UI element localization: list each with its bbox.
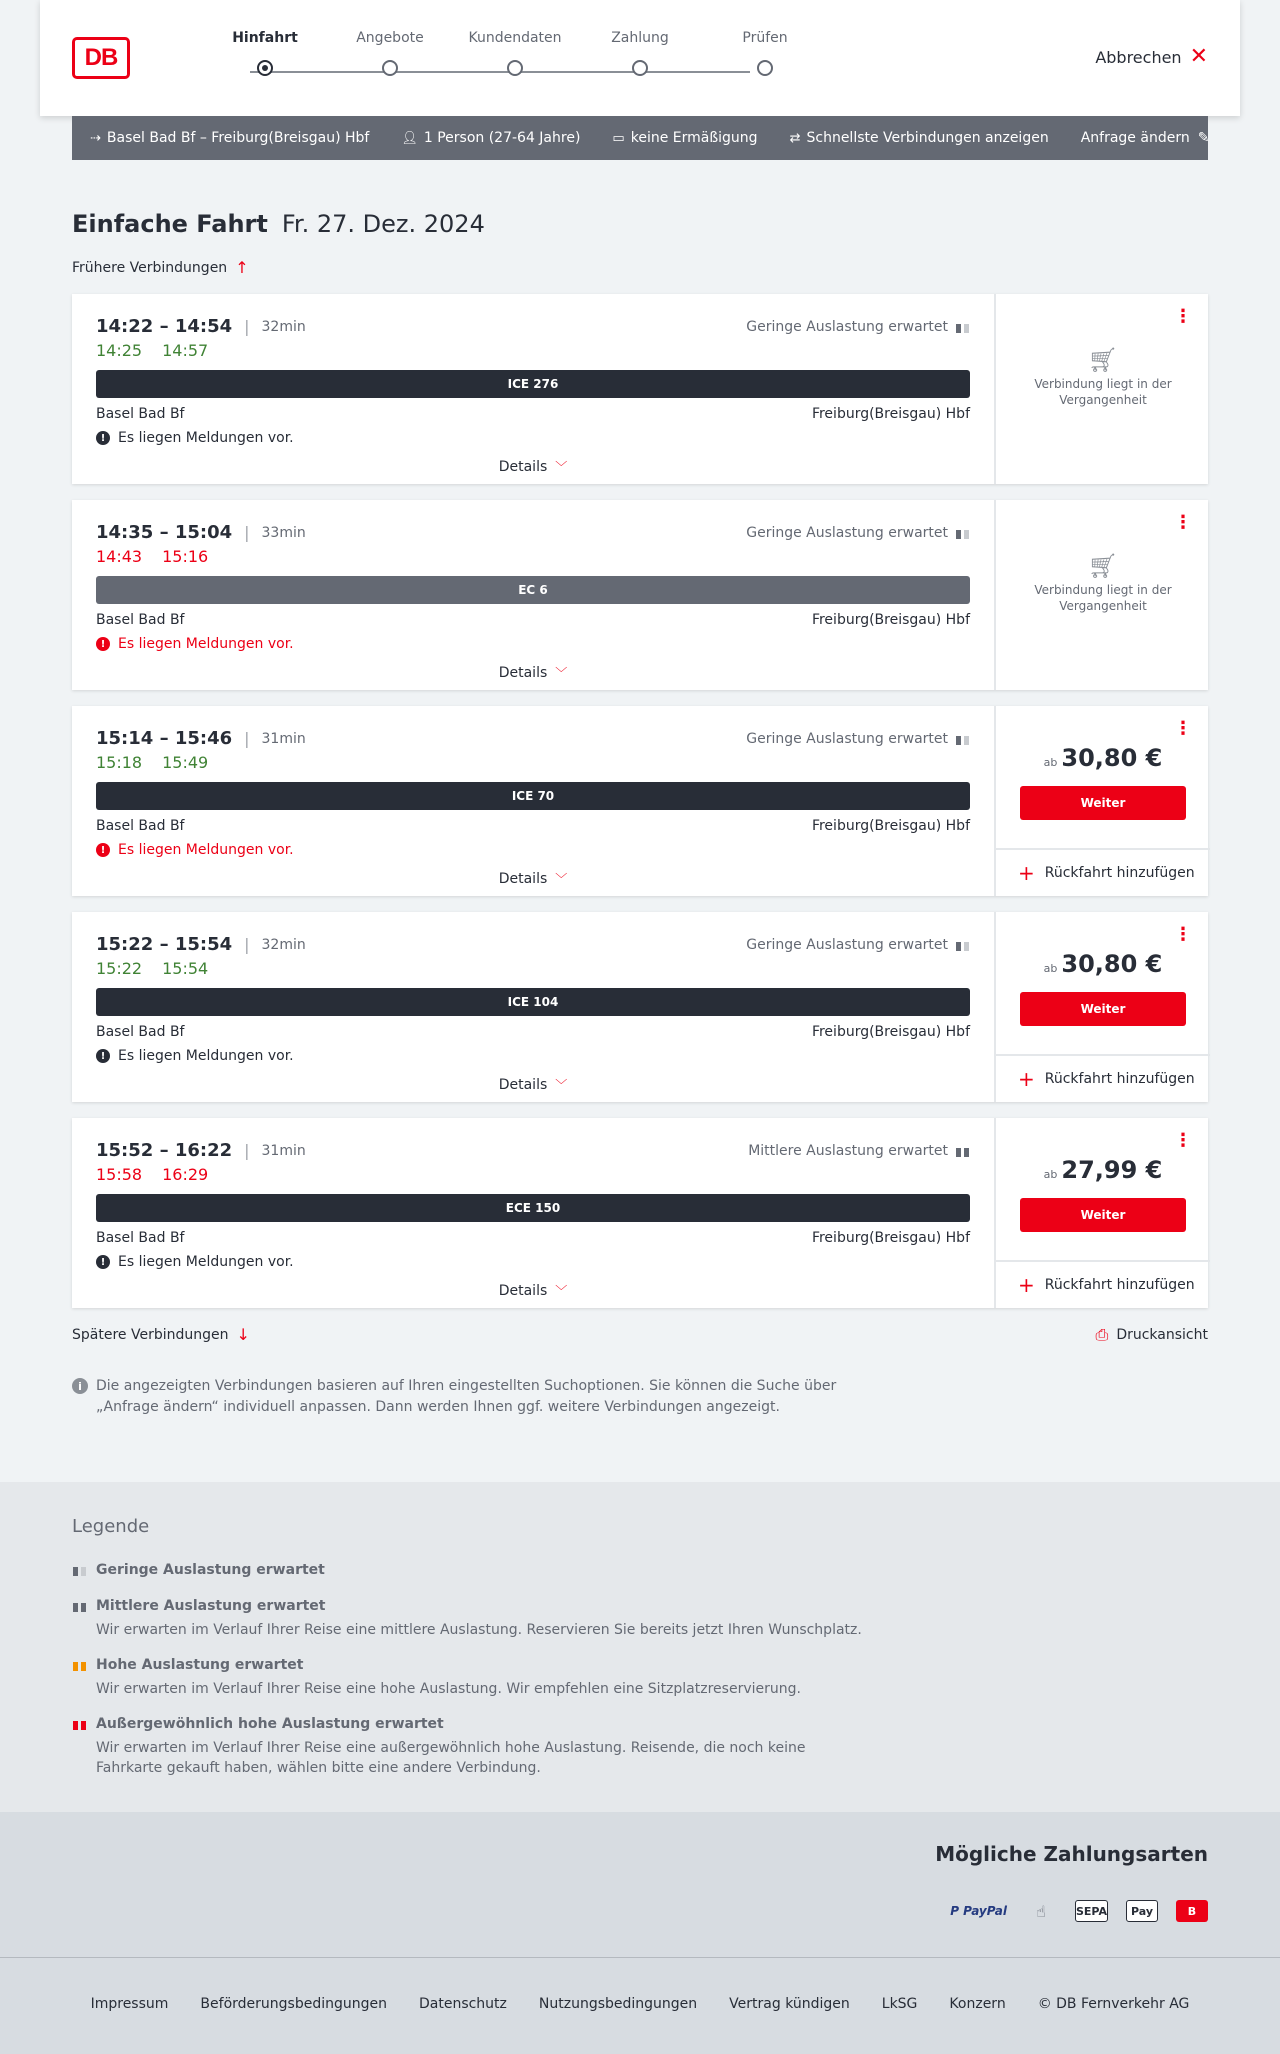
duration: 32min: [261, 318, 306, 335]
connection-details: [72, 912, 994, 1102]
occupancy-info: [746, 731, 970, 747]
occupancy-icon: [956, 939, 970, 951]
destination-station: Freiburg(Breisgau) Hbf: [811, 1024, 970, 1040]
filter-icon: ⇄: [789, 130, 801, 146]
step-label: Kundendaten: [468, 30, 562, 46]
notice: [96, 636, 970, 652]
connection-details: [72, 500, 994, 690]
more-options-icon[interactable]: ⋮: [1174, 1130, 1192, 1151]
stations: [96, 612, 970, 628]
continue-button[interactable]: Weiter: [1020, 992, 1186, 1026]
realtime-departure: 15:22: [96, 959, 143, 978]
later-connections-label: Spätere Verbindungen: [72, 1326, 229, 1343]
price-prefix: ab: [1043, 756, 1058, 769]
notice-text: Es liegen Meldungen vor.: [118, 842, 294, 858]
realtime-arrival: 15:49: [162, 753, 209, 772]
past-connection-text: Verbindung liegt in der Vergangenheit: [1034, 583, 1172, 613]
progress-steps: [210, 30, 788, 90]
occupancy-icon: [956, 527, 970, 539]
price-prefix: ab: [1043, 1168, 1058, 1181]
price-display: [996, 1156, 1210, 1184]
step-dot: [382, 60, 398, 76]
duration: 31min: [261, 730, 306, 747]
separator: |: [244, 1141, 250, 1160]
step-label: Zahlung: [611, 30, 669, 46]
pencil-icon: ✎: [1197, 130, 1210, 146]
arrow-up-icon: ↑: [235, 258, 249, 277]
duration: 31min: [261, 1142, 306, 1159]
step-hinfahrt: [210, 30, 320, 76]
destination-station: Freiburg(Breisgau) Hbf: [811, 818, 970, 834]
connection-details: [72, 294, 994, 484]
step-label: Angebote: [356, 30, 424, 46]
connection-card[interactable]: [72, 706, 1208, 896]
notice: [96, 1048, 970, 1064]
paypal-icon: P PayPal: [950, 1904, 1007, 1918]
past-connection-info: [996, 552, 1210, 614]
origin-station: Basel Bad Bf: [96, 612, 185, 628]
step-dot: [757, 60, 773, 76]
footer-link[interactable]: Konzern: [949, 1996, 1006, 2012]
step-dot: [632, 60, 648, 76]
add-return-trip-button[interactable]: [996, 1260, 1210, 1308]
plus-icon: +: [1018, 1067, 1035, 1091]
trip-type-title: Einfache Fahrt: [72, 210, 268, 238]
change-query-label: Anfrage ändern: [1080, 130, 1190, 146]
route-arrow-icon: ⇢: [90, 130, 101, 146]
scheduled-time-range: 14:35 – 15:04: [96, 522, 233, 543]
scheduled-time-range: 15:14 – 15:46: [96, 728, 233, 749]
realtime-times: [96, 1165, 970, 1184]
print-view-link[interactable]: [1096, 1325, 1208, 1345]
realtime-departure: 15:58: [96, 1165, 143, 1184]
legend-item-desc: Wir erwarten im Verlauf Ihrer Reise eine hohe Auslastung. Wir empfehlen eine Sitzplatzreservierung.: [96, 1681, 801, 1697]
footer-link[interactable]: LkSG: [881, 1996, 918, 2012]
db-bonus-icon: B: [1176, 1900, 1208, 1922]
payment-icons: [950, 1900, 1208, 1922]
occupancy-icon: [956, 733, 970, 745]
details-label: Details: [498, 1282, 548, 1299]
connection-offer: [994, 706, 1208, 896]
query-summary-bar: [72, 116, 1208, 160]
cancel-label: Abbrechen: [1095, 47, 1182, 67]
scheduled-time-range: 15:52 – 16:22: [96, 1140, 233, 1161]
step-dot: [257, 60, 273, 76]
step-kundendaten: [460, 30, 570, 76]
details-label: Details: [498, 1076, 548, 1093]
discount-text: keine Ermäßigung: [630, 130, 758, 146]
continue-button[interactable]: Weiter: [1020, 786, 1186, 820]
more-options-icon[interactable]: ⋮: [1174, 718, 1192, 739]
payment-title: Mögliche Zahlungsarten: [935, 1842, 1208, 1866]
chevron-down-icon: ﹀: [555, 666, 568, 680]
connection-details: [72, 1118, 994, 1308]
legend-item-title: Geringe Auslastung erwartet: [96, 1562, 325, 1578]
cancel-button[interactable]: [1095, 46, 1208, 68]
notice: [96, 842, 970, 858]
realtime-arrival: 14:57: [162, 341, 209, 360]
realtime-times: [96, 341, 970, 360]
details-toggle[interactable]: [96, 1282, 970, 1299]
connection-offer: [994, 500, 1208, 690]
arrow-down-icon: ↓: [236, 1325, 250, 1344]
chevron-down-icon: ﹀: [555, 460, 568, 474]
separator: |: [244, 523, 250, 542]
realtime-times: [96, 547, 970, 566]
realtime-times: [96, 959, 970, 978]
occupancy-text: Geringe Auslastung erwartet: [746, 525, 948, 541]
more-options-icon[interactable]: ⋮: [1174, 306, 1192, 327]
more-options-icon[interactable]: ⋮: [1174, 512, 1192, 533]
price-display: [996, 950, 1210, 978]
route-text: Basel Bad Bf – Freiburg(Breisgau) Hbf: [106, 130, 370, 146]
realtime-departure: 15:18: [96, 753, 143, 772]
origin-station: Basel Bad Bf: [96, 406, 185, 422]
add-return-trip-button[interactable]: [996, 848, 1210, 896]
legend-item-desc: Wir erwarten im Verlauf Ihrer Reise eine außergewöhnlich hohe Auslastung. Reisende, die noch keine Fahrkarte gekauft haben, wählen bitte eine andere Verbindung.: [96, 1740, 806, 1776]
occupancy-icon: [956, 1145, 970, 1157]
change-query-button[interactable]: [1081, 130, 1210, 146]
occupancy-high-icon: [72, 1659, 88, 1671]
duration: 32min: [261, 936, 306, 953]
info-text: Die angezeigten Verbindungen basieren auf Ihren eingestellten Suchoptionen. Sie können die Suche über „Anfrage ändern“ individuell anpassen. Dann werden Ihnen ggf. weitere Verbindungen angezeigt.: [96, 1378, 837, 1415]
add-return-trip-label: Rückfahrt hinzufügen: [1044, 865, 1195, 881]
duration: 33min: [261, 524, 306, 541]
train-bar[interactable]: ICE 276: [96, 370, 970, 398]
discount-summary: [612, 130, 757, 146]
connection-offer: [994, 912, 1208, 1102]
occupancy-icon: [956, 321, 970, 333]
alert-icon: !: [96, 637, 110, 651]
legend-item-low: [72, 1562, 872, 1578]
print-view-label: Druckansicht: [1116, 1327, 1208, 1343]
separator: |: [244, 729, 250, 748]
search-info-text: [72, 1376, 862, 1418]
realtime-departure: 14:43: [96, 547, 143, 566]
legend-item-title: Mittlere Auslastung erwartet: [96, 1598, 326, 1614]
footer-link[interactable]: Nutzungsbedingungen: [538, 1996, 698, 2012]
step-zahlung: [585, 30, 695, 76]
chevron-down-icon: ﹀: [555, 872, 568, 886]
occupancy-low-icon: [72, 1564, 88, 1576]
stations: [96, 818, 970, 834]
alert-icon: !: [96, 1255, 110, 1269]
separator: |: [244, 317, 250, 336]
price-amount: 30,80 €: [1061, 950, 1163, 978]
scheduled-time-range: 14:22 – 14:54: [96, 316, 233, 337]
occupancy-info: [746, 319, 970, 335]
connection-offer: [994, 1118, 1208, 1308]
footer-link[interactable]: Impressum: [90, 1996, 169, 2012]
occupancy-text: Geringe Auslastung erwartet: [746, 319, 948, 335]
occupancy-text: Mittlere Auslastung erwartet: [748, 1143, 948, 1159]
footer-link[interactable]: Datenschutz: [418, 1996, 507, 2012]
stations: [96, 406, 970, 422]
past-connection-text: Verbindung liegt in der Vergangenheit: [1034, 377, 1172, 407]
train-bar[interactable]: ECE 150: [96, 1194, 970, 1222]
connection-card[interactable]: [72, 912, 1208, 1102]
db-logo[interactable]: DB: [72, 37, 130, 79]
step-angebote: [335, 30, 445, 76]
alert-icon: !: [96, 431, 110, 445]
details-label: Details: [498, 870, 548, 887]
footer: [0, 1957, 1280, 2054]
stations: [96, 1230, 970, 1246]
continue-button[interactable]: Weiter: [1020, 1198, 1186, 1232]
legend-title: Legende: [72, 1516, 150, 1537]
earlier-connections-link[interactable]: [72, 258, 249, 277]
booking-header: [40, 0, 1240, 116]
details-toggle[interactable]: [96, 1076, 970, 1093]
details-toggle[interactable]: [96, 664, 970, 681]
realtime-times: [96, 753, 970, 772]
step-dot: [507, 60, 523, 76]
occupancy-text: Geringe Auslastung erwartet: [746, 937, 948, 953]
earlier-connections-label: Frühere Verbindungen: [72, 259, 228, 276]
details-toggle[interactable]: [96, 870, 970, 887]
step-pruefen: [710, 30, 820, 76]
occupancy-text: Geringe Auslastung erwartet: [746, 731, 948, 747]
notice-text: Es liegen Meldungen vor.: [118, 636, 294, 652]
connection-details: [72, 706, 994, 896]
train-bar[interactable]: EC 6: [96, 576, 970, 604]
connection-offer: [994, 294, 1208, 484]
details-label: Details: [498, 664, 548, 681]
realtime-departure: 14:25: [96, 341, 143, 360]
alert-icon: !: [96, 1049, 110, 1063]
apple-pay-icon: Pay: [1126, 1900, 1158, 1922]
payment-methods-section: [0, 1812, 1280, 1957]
price-display: [996, 744, 1210, 772]
train-bar[interactable]: ICE 104: [96, 988, 970, 1016]
destination-station: Freiburg(Breisgau) Hbf: [811, 612, 970, 628]
option-text: Schnellste Verbindungen anzeigen: [806, 130, 1049, 146]
sepa-icon: SEPA: [1075, 1900, 1108, 1922]
printer-icon: ⎙: [1095, 1325, 1109, 1344]
add-return-trip-button[interactable]: [996, 1054, 1210, 1102]
notice-text: Es liegen Meldungen vor.: [118, 430, 294, 446]
legend-item-very-high: [72, 1716, 872, 1778]
connection-card[interactable]: [72, 500, 1208, 690]
past-connection-info: [996, 346, 1210, 408]
notice-text: Es liegen Meldungen vor.: [118, 1048, 294, 1064]
footer-link[interactable]: Vertrag kündigen: [729, 1996, 850, 2012]
option-summary: [790, 130, 1049, 146]
price-amount: 27,99 €: [1061, 1156, 1163, 1184]
legend-item-high: [72, 1657, 872, 1699]
cart-unavailable-icon: 🛒︎: [1087, 552, 1119, 580]
scheduled-time-range: 15:22 – 15:54: [96, 934, 233, 955]
legend-item-desc: Wir erwarten im Verlauf Ihrer Reise eine mittlere Auslastung. Reservieren Sie bereits jetzt Ihren Wunschplatz.: [96, 1622, 862, 1638]
cart-unavailable-icon: 🛒︎: [1087, 346, 1119, 374]
origin-station: Basel Bad Bf: [96, 1230, 185, 1246]
occupancy-info: [748, 1143, 970, 1159]
occupancy-info: [746, 937, 970, 953]
add-return-trip-label: Rückfahrt hinzufügen: [1044, 1071, 1195, 1087]
more-options-icon[interactable]: ⋮: [1174, 924, 1192, 945]
footer-link[interactable]: Beförderungsbedingungen: [200, 1996, 387, 2012]
legend-item-title: Außergewöhnlich hohe Auslastung erwartet: [96, 1716, 444, 1732]
route-summary: [90, 130, 369, 146]
notice: [96, 430, 970, 446]
price-amount: 30,80 €: [1061, 744, 1163, 772]
stations: [96, 1024, 970, 1040]
realtime-arrival: 16:29: [162, 1165, 209, 1184]
chevron-down-icon: ﹀: [555, 1284, 568, 1298]
occupancy-mid-icon: [72, 1600, 88, 1612]
occupancy-very-high-icon: [72, 1718, 88, 1730]
origin-station: Basel Bad Bf: [96, 1024, 185, 1040]
step-label: Hinfahrt: [232, 30, 298, 46]
details-label: Details: [498, 458, 548, 475]
person-icon: 👤︎: [401, 130, 418, 146]
info-icon: i: [72, 1378, 88, 1394]
step-label: Prüfen: [742, 30, 788, 46]
connection-card[interactable]: [72, 294, 1208, 484]
footer-link[interactable]: © DB Fernverkehr AG: [1037, 1996, 1190, 2012]
realtime-arrival: 15:16: [162, 547, 209, 566]
later-connections-link[interactable]: [72, 1325, 250, 1344]
footer-links: [0, 1996, 1280, 2012]
destination-station: Freiburg(Breisgau) Hbf: [811, 406, 970, 422]
legend-section: [0, 1482, 1280, 1812]
train-bar[interactable]: ICE 70: [96, 782, 970, 810]
chevron-down-icon: ﹀: [555, 1078, 568, 1092]
realtime-arrival: 15:54: [162, 959, 209, 978]
plus-icon: +: [1018, 861, 1035, 885]
alert-icon: !: [96, 843, 110, 857]
legend-item-mid: [72, 1598, 872, 1640]
trip-date: Fr. 27. Dez. 2024: [281, 210, 485, 238]
page-title: [72, 210, 485, 238]
destination-station: Freiburg(Breisgau) Hbf: [811, 1230, 970, 1246]
direct-debit-icon: ☝: [1036, 1901, 1046, 1921]
close-icon: ✕: [1189, 44, 1208, 69]
plus-icon: +: [1018, 1273, 1035, 1297]
occupancy-info: [746, 525, 970, 541]
separator: |: [244, 935, 250, 954]
details-toggle[interactable]: [96, 458, 970, 475]
passenger-text: 1 Person (27-64 Jahre): [423, 130, 581, 146]
price-prefix: ab: [1043, 962, 1058, 975]
connection-card[interactable]: [72, 1118, 1208, 1308]
legend-item-title: Hohe Auslastung erwartet: [96, 1657, 304, 1673]
passenger-summary: [401, 130, 580, 146]
origin-station: Basel Bad Bf: [96, 818, 185, 834]
bahncard-icon: ▭: [612, 130, 625, 146]
notice-text: Es liegen Meldungen vor.: [118, 1254, 294, 1270]
notice: [96, 1254, 970, 1270]
add-return-trip-label: Rückfahrt hinzufügen: [1044, 1277, 1195, 1293]
